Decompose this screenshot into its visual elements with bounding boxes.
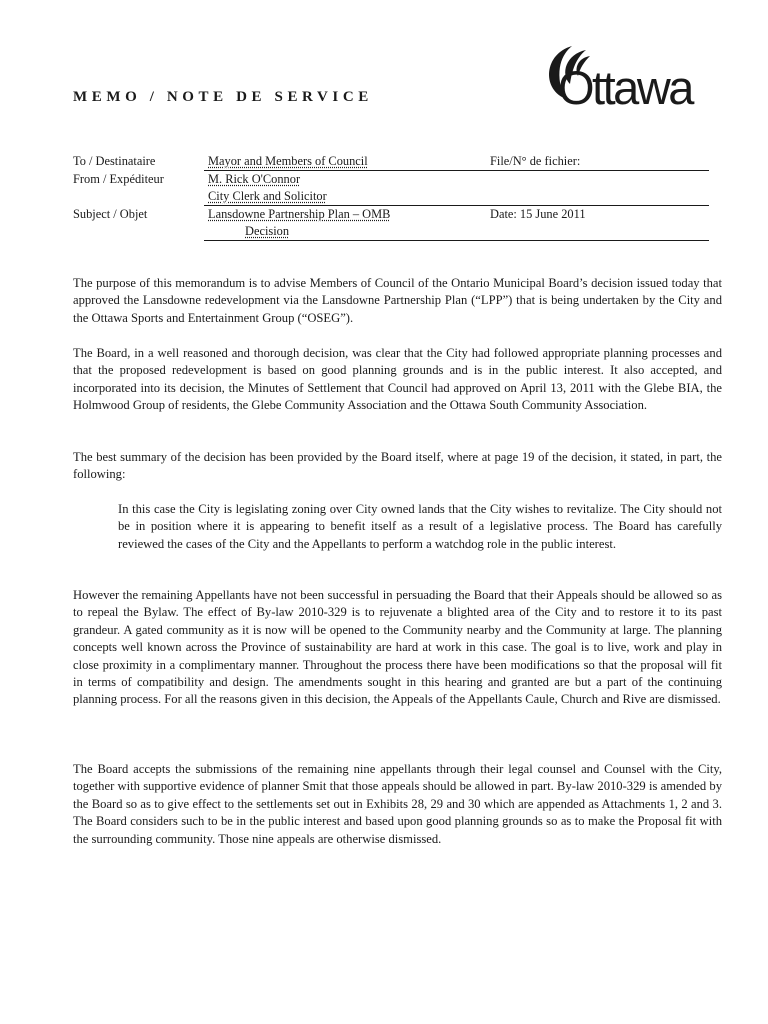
from-value-name: M. Rick O'Connor (208, 172, 301, 186)
body-paragraph-nine-appellants: The Board accepts the submissions of the remaining nine appellants through their legal counsel and Counsel with the City, together with supportive evidence of planner Smit that those appeals should be allowed in part. By-law 2010-329 is amended by the Board so as to give effect to the settlements set out in Exhibits 28, 29 and 30 which are appended as Attachments 1, 2 and 3. The Board considers such to be in the public interest and based upon good planning grounds so as to make the Proposal fit with the surrounding community. Those nine appeals are otherwise dismissed. (73, 762, 722, 846)
block-quote: In this case the City is legislating zoning over City owned lands that the City wishes to revitalize. The City should not be in position where it is appearing to benefit itself as a result of a legislative process. The Board has carefully reviewed the cases of the City and the Appellants to perform a watchdog role in the public interest. (118, 502, 722, 551)
memo-title: MEMO / NOTE DE SERVICE (73, 89, 373, 105)
ottawa-logo-wordmark: Ottawa (558, 61, 692, 114)
routing-divider (204, 240, 709, 241)
body-paragraph-appellants: However the remaining Appellants have not been successful in persuading the Board that their Appeals should be allowed so as to repeal the Bylaw. The effect of By-law 2010-329 is to rejuvenate a blighted area of the City and to restore it to its past grandeur. A gated community as it is now will be opened to the Community nearby and the Community at large. The planning concepts well known across the Province of sustainability are hard at work in this case. The goal is to live, work and play in close proximity in a complimentary manner. Throughout the process there have been modifications so that the proposal will fit in terms of compatibility and design. The amendments sought in this hearing and granted are but a part of the continuing planning process. For all the reasons given in this decision, the Appeals of the Appellants Caule, Church and Rive are dismissed. (73, 588, 722, 707)
to-label: To / Destinataire (73, 154, 156, 168)
subject-label: Subject / Objet (73, 207, 148, 221)
subject-value-line2: Decision (245, 224, 290, 238)
file-number-label: File/N° de fichier: (490, 154, 581, 168)
from-value-title: City Clerk and Solicitor (208, 189, 327, 203)
body-paragraph-purpose: The purpose of this memorandum is to advise Members of Council of the Ontario Municipal Board’s decision issued today that approved the Lansdowne redevelopment via the Lansdowne Partnership Plan (“LPP”) that is being undertaken by the City and the Ottawa Sports and Entertainment Group (“OSEG”). (73, 276, 722, 325)
from-label: From / Expéditeur (73, 172, 164, 186)
subject-value-line1: Lansdowne Partnership Plan – OMB (208, 207, 391, 221)
ottawa-logo (538, 40, 710, 118)
body-paragraph-summary-intro: The best summary of the decision has been provided by the Board itself, where at page 19 of the decision, it stated, in part, the following: (73, 450, 722, 482)
memo-date: Date: 15 June 2011 (490, 207, 586, 221)
body-paragraph-board-decision: The Board, in a well reasoned and thorough decision, was clear that the City had followed appropriate planning processes and that the proposed redevelopment is based on good planning grounds and is in the public interest. It also accepted, and incorporated into its decision, the Minutes of Settlement that Council had approved on April 13, 2011 with the Glebe BIA, the Holmwood Group of residents, the Glebe Community Association and the Ottawa South Community Association. (73, 346, 722, 413)
to-value: Mayor and Members of Council (208, 154, 368, 168)
